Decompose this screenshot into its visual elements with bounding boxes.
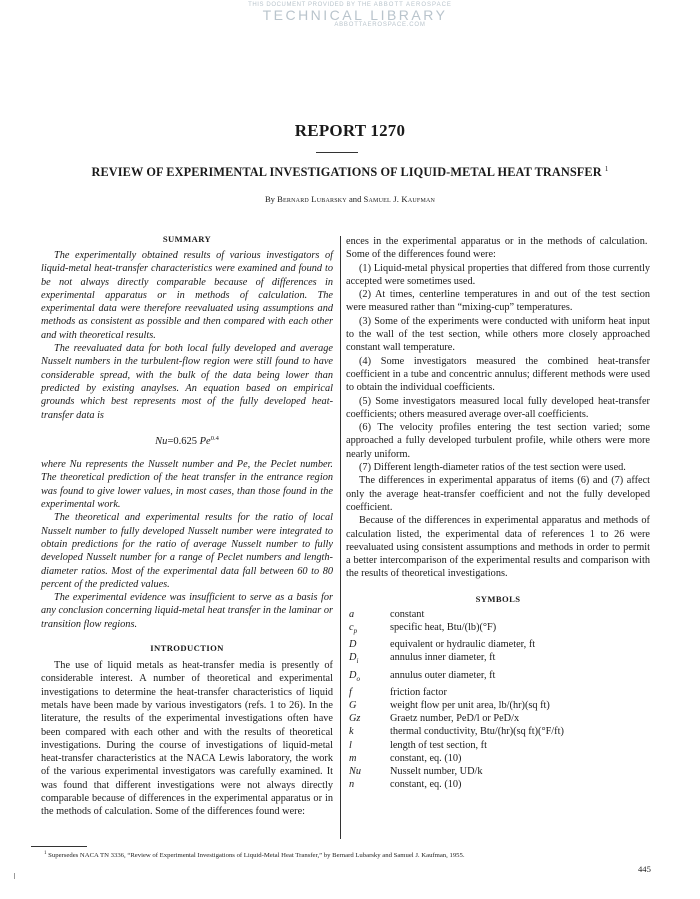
right-column (346, 235, 650, 792)
difference-item: (2) At times, centerline temperatures in and out of the test section were measured rather than “mixing-cup” temperatures. (346, 289, 650, 314)
footnote-text: Supersedes NACA TN 3336, “Review of Experimental Investigations of Liquid-Metal Heat Transfer,” by Bernard Lubarsky and Samuel J. Kaufman, 1955. (48, 852, 465, 860)
watermark-prefix: THIS DOCUMENT PROVIDED BY THE (248, 2, 372, 8)
author-2: Samuel J. Kaufman (363, 194, 436, 204)
authors-prefix: By (264, 194, 275, 204)
symbol-definition: constant (390, 608, 425, 620)
authors-joiner: and (348, 194, 362, 204)
difference-item: (4) Some investigators measured the combined heat-transfer coefficient in a tube and concentric annulus; different methods were used to obtain the individual coefficients. (346, 355, 650, 394)
symbol-definition: annulus outer diameter, ft (390, 669, 496, 681)
column-divider (340, 236, 341, 839)
equation-lhs: Nu (155, 435, 168, 447)
left-column (41, 234, 333, 817)
symbol: $D_o$ (349, 669, 360, 683)
symbol-row (346, 621, 650, 638)
summary-paragraph: The reevaluated data for both local fully developed and average Nusselt numbers in the turbulent-flow region were still found to have considerable spread, with the bulk of the data being lower than predicted by existing anaylses. An equation based on empirical grounds which best represents most of the fully developed heat-transfer data is (41, 343, 333, 421)
footnote-divider (31, 846, 87, 847)
author-1: Bernard Lubarsky (277, 194, 347, 204)
closing-paragraph: Because of the differences in experimental apparatus and methods of calculation listed, the experimental data of references 1 to 26 were reevaluated using consistent assumptions and methods in order to permit a better intercomparison of the experimental results and comparison with the results of theoretical investigations. (346, 515, 650, 580)
symbol-definition: constant, eq. (10) (390, 752, 462, 764)
difference-item: (6) The velocity profiles entering the test section varied; some approached a fully developed turbulent profile, while others were more nearly uniform. (346, 422, 650, 460)
symbol-row (346, 778, 650, 791)
difference-item: (7) Different length-diameter ratios of the test section were used. (359, 462, 626, 474)
summary-paragraph: The theoretical and experimental results for the ratio of local Nusselt number to fully developed Nusselt number were integrated to obtain predictions for the ratio of average Nusselt number to fully developed Nusselt number for a range of Peclet numbers and length-diameter ratios. Most of the experimental data fall between 60 to 80 percent of the predicted values. (41, 512, 333, 590)
symbol: l (349, 739, 352, 751)
page-number: 445 (638, 864, 651, 874)
equation-base: Pe (199, 435, 211, 447)
symbols-list (346, 608, 650, 792)
symbol-row (346, 712, 650, 725)
symbol-row (346, 651, 650, 668)
symbol-definition: annulus inner diameter, ft (390, 652, 496, 664)
symbol: a (349, 608, 355, 620)
introduction-heading: INTRODUCTION (150, 643, 224, 654)
symbol-row (346, 638, 650, 651)
paper-title-text: REVIEW OF EXPERIMENTAL INVESTIGATIONS OF LIQUID-METAL HEAT TRANSFER (91, 165, 602, 179)
symbol: f (349, 686, 352, 698)
symbol-definition: Graetz number, PeD/l or PeD/x (390, 713, 520, 725)
symbol-definition: weight flow per unit area, lb/(hr)(sq ft) (390, 700, 550, 712)
equation-equals: = (167, 435, 174, 447)
symbol: G (349, 700, 357, 712)
summary-section (41, 249, 333, 631)
summary-heading: SUMMARY (162, 234, 212, 244)
report-number: REPORT 1270 (294, 121, 406, 140)
difference-item: (5) Some investigators measured local fully developed heat-transfer coefficients; others measured average over-all coefficients. (346, 395, 650, 420)
symbol-row (346, 699, 650, 712)
symbol: n (349, 779, 355, 791)
difference-item: (1) Liquid-metal physical properties that differed from those currently accepted were sometimes used. (346, 262, 650, 287)
symbol-row (346, 765, 650, 778)
symbol-definition: length of test section, ft (390, 739, 487, 751)
watermark-library-title: TECHNICAL LIBRARY (262, 7, 448, 23)
symbol-row (346, 669, 650, 686)
symbol-definition: specific heat, Btu/(lb)(°F) (390, 621, 497, 633)
paper-title (0, 165, 700, 180)
symbol-definition: equivalent or hydraulic diameter, ft (390, 639, 536, 651)
summary-paragraph: The experimentally obtained results of various investigators of liquid-metal heat-transfer characteristics were examined and found to be not always directly comparable because of differences in experimental apparatus or in methods of calculation. The experimental data were therefore reevaluated using assumptions and methods as consistent as possible and then compared with each other and with theoretical results. (41, 250, 333, 341)
difference-item: (3) Some of the experiments were conducted with uniform heat input to the wall of the test section, while others more closely approached constant wall temperature. (346, 315, 650, 354)
symbol-definition: constant, eq. (10) (390, 779, 462, 791)
symbol: D (349, 639, 357, 651)
symbol: Gz (349, 713, 361, 725)
symbol-row (346, 752, 650, 765)
title-divider (316, 152, 358, 153)
closing-paragraph: The differences in experimental apparatus of items (6) and (7) affect only the average heat-transfer coefficient and not the fully developed coefficient. (346, 475, 650, 513)
symbol-row (346, 725, 650, 738)
symbol-definition: Nusselt number, UD/k (390, 766, 483, 778)
symbol: k (349, 726, 354, 738)
symbol-row (346, 686, 650, 699)
watermark-url: ABBOTTAEROSPACE.COM (334, 22, 426, 28)
symbols-heading: SYMBOLS (475, 593, 521, 604)
symbol-row (346, 739, 650, 752)
summary-paragraph: The experimental evidence was insufficient to serve as a basis for any conclusion concerning liquid-metal heat transfer in the laminar or transition flow regions. (41, 592, 333, 630)
author-line (0, 194, 700, 204)
symbol-definition: friction factor (390, 686, 447, 698)
watermark (0, 2, 700, 28)
equation-exponent: 0.4 (210, 434, 219, 442)
symbol-definition: thermal conductivity, Btu/(hr)(sq ft)(°F/ft) (390, 726, 564, 738)
title-footnote-mark: 1 (604, 165, 609, 173)
nusselt-equation (41, 432, 333, 448)
summary-paragraph: where Nu represents the Nusselt number and Pe, the Peclet number. The theoretical prediction of the heat transfer in the entrance region was found to give lower values, in most cases, than those found in the experimental work. (41, 459, 333, 511)
introduction-continuation: ences in the experimental apparatus or in the methods of calculation. Some of the differences found were: (346, 236, 650, 261)
symbol: $D_i$ (349, 652, 359, 666)
introduction-paragraph: The use of liquid metals as heat-transfer media is presently of considerable interest. A number of theoretical and experimental investigations to determine the heat-transfer characteristics of liquid metals have been made by various investigators (refs. 1 to 26). In the literature, the results of the experimental investigations often have been compared with each other and with the results of theoretical investigations. During the course of investigations of liquid-metal heat-transfer characteristics at the NACA Lewis laboratory, the work of the various experimental investigators was carefully examined. It was found that different investigations were not always directly comparable because of differences in the experimental apparatus or in the methods of calculation. Some of the differences found were: (41, 660, 333, 818)
symbol-row (346, 608, 650, 621)
watermark-brand: ABBOTT AEROSPACE (373, 2, 452, 8)
scan-margin-mark (14, 873, 15, 879)
footnote-mark: 1 (44, 851, 47, 856)
equation-coefficient: 0.625 (173, 435, 197, 447)
symbol: Nu (349, 766, 362, 778)
symbol: $c_p$ (349, 621, 358, 635)
symbol: m (349, 752, 357, 764)
footnote (44, 851, 684, 859)
